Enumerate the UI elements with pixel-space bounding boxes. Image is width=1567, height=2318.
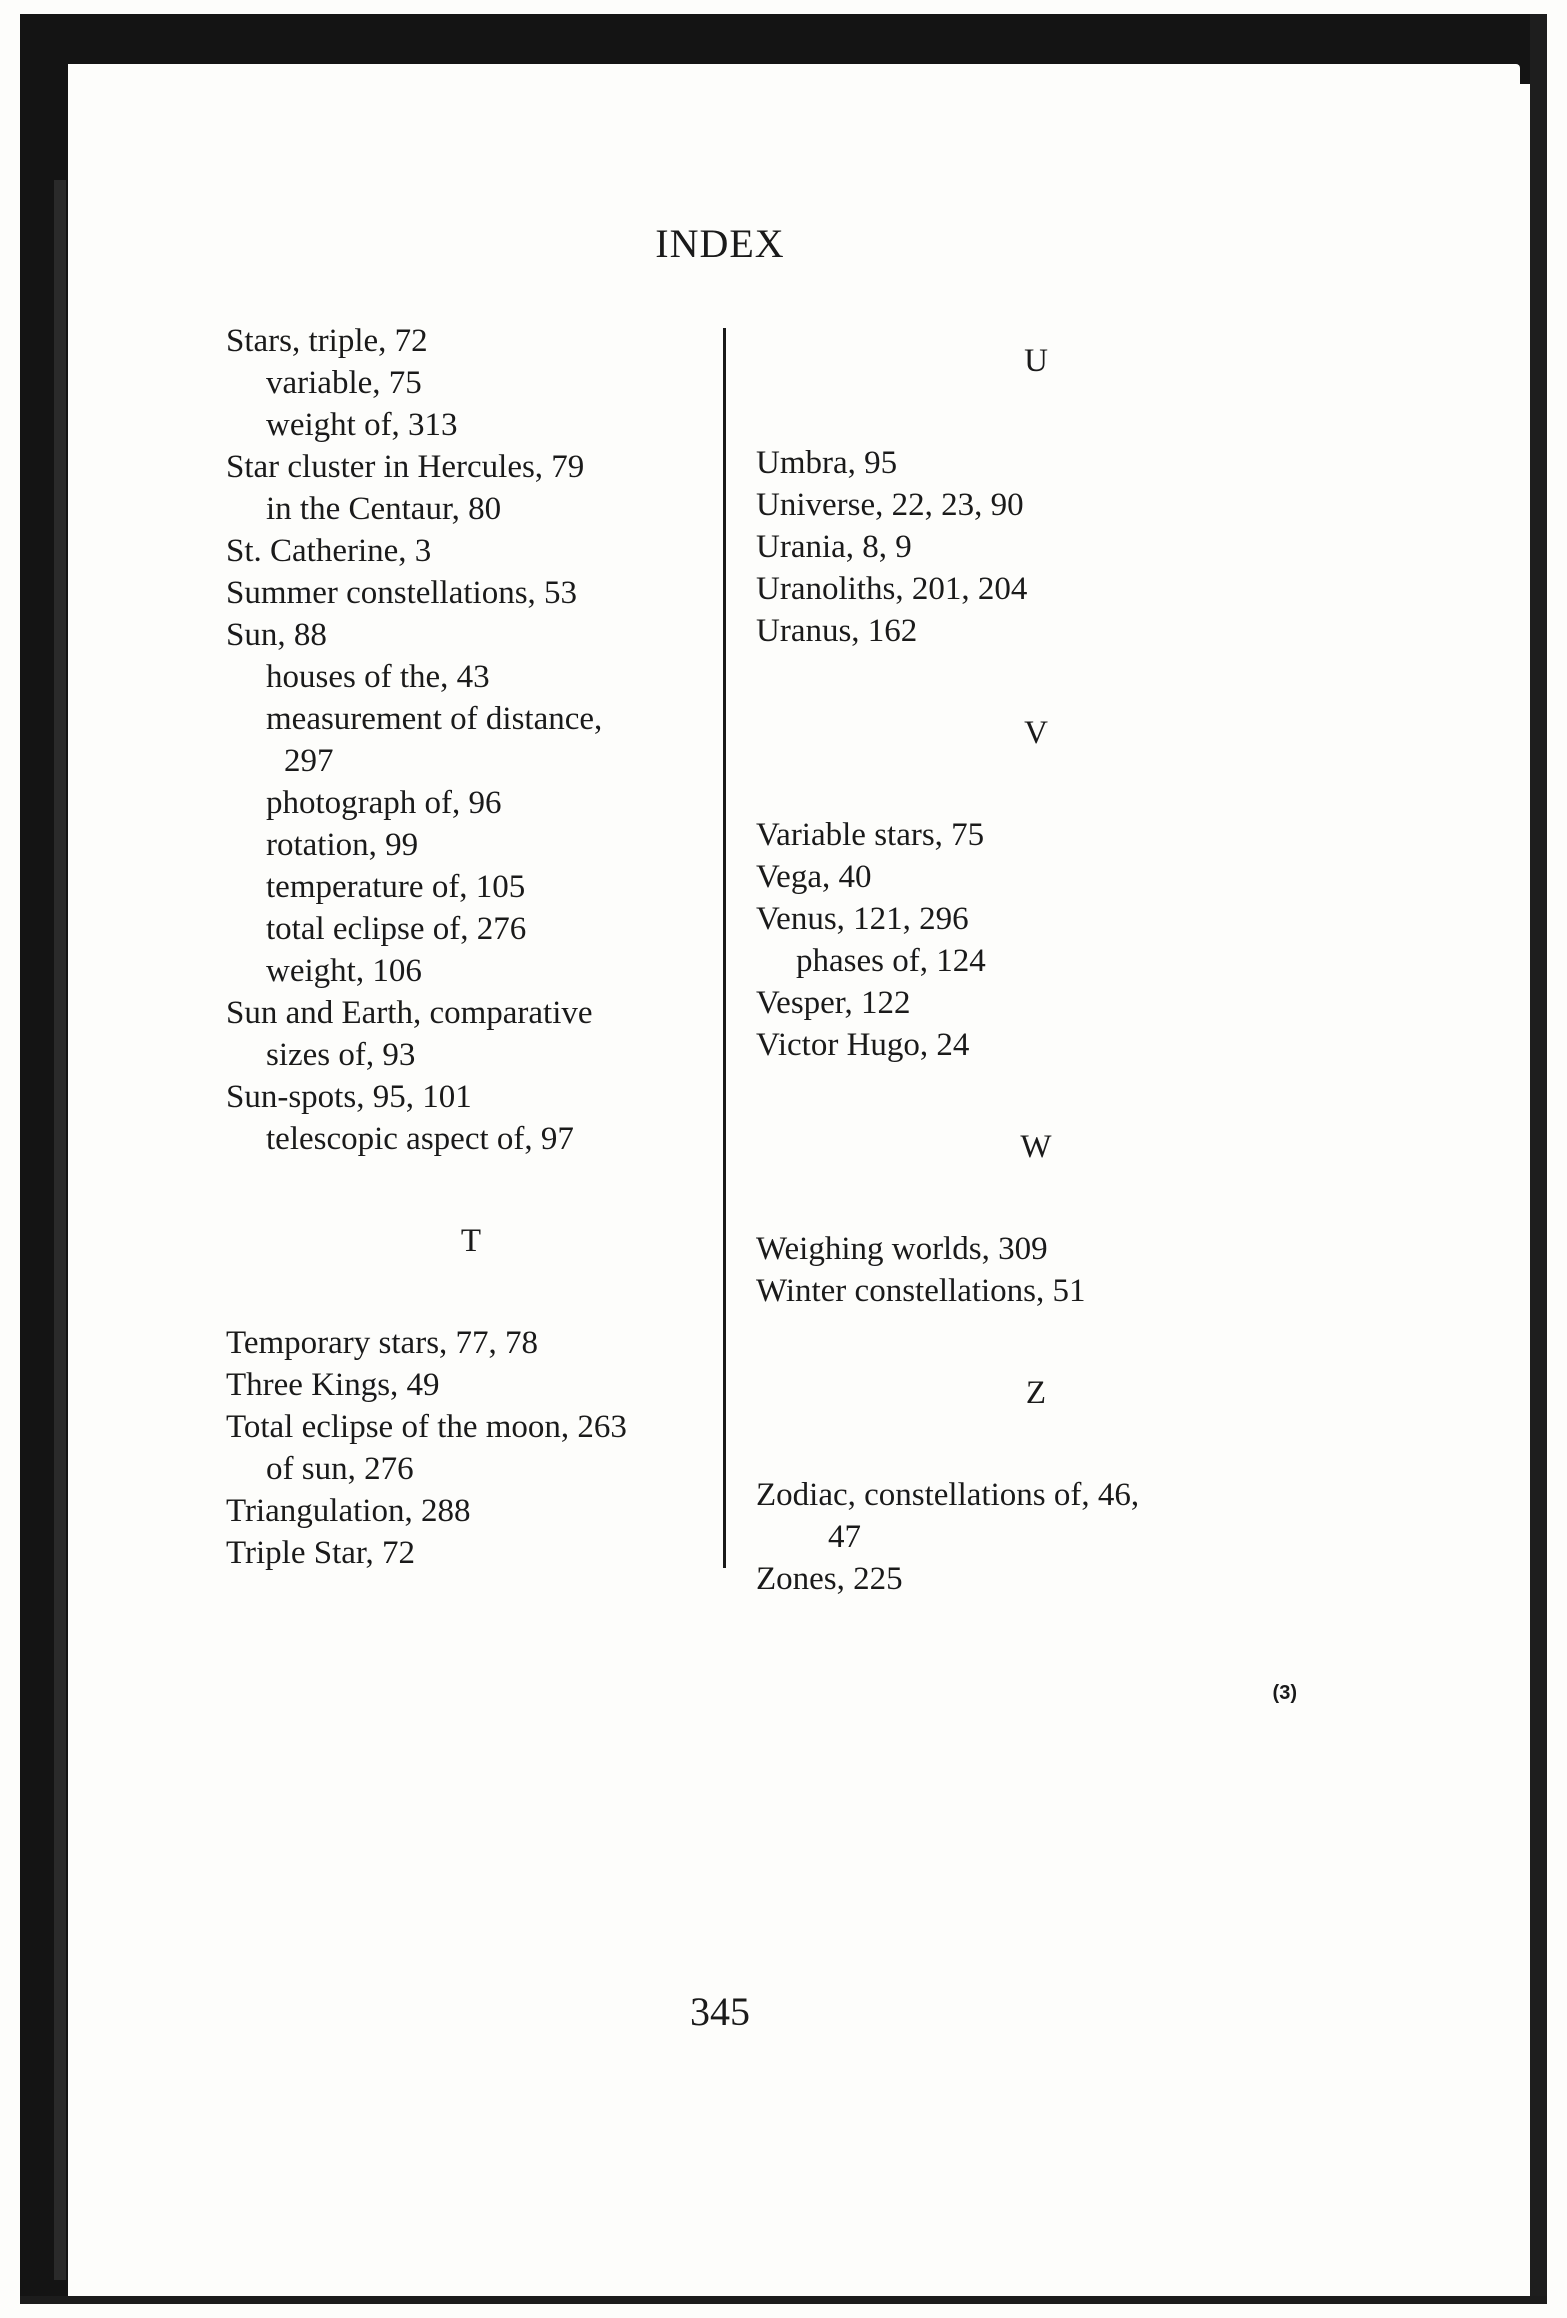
index-entry: Triple Star, 72 bbox=[226, 1535, 416, 1571]
index-entry: Uranus, 162 bbox=[756, 613, 918, 649]
index-entry: Weighing worlds, 309 bbox=[756, 1231, 1048, 1267]
index-continuation: 47 bbox=[828, 1519, 861, 1555]
index-entry: Zones, 225 bbox=[756, 1561, 903, 1597]
index-entry: Star cluster in Hercules, 79 bbox=[226, 449, 585, 485]
index-right-column bbox=[756, 320, 1316, 1600]
index-subentry: weight of, 313 bbox=[266, 407, 458, 443]
index-subentry: total eclipse of, 276 bbox=[266, 911, 527, 947]
index-subentry: weight, 106 bbox=[266, 953, 422, 989]
index-entry: Variable stars, 75 bbox=[756, 817, 985, 853]
index-entry: Sun, 88 bbox=[226, 617, 327, 653]
index-entry: Universe, 22, 23, 90 bbox=[756, 487, 1024, 523]
index-entry: Zodiac, constellations of, 46, bbox=[756, 1477, 1140, 1513]
index-entry: Winter constellations, 51 bbox=[756, 1273, 1086, 1309]
section-letter-t: T bbox=[460, 1223, 482, 1259]
index-subentry: temperature of, 105 bbox=[266, 869, 526, 905]
signature-mark: (3) bbox=[1272, 1682, 1297, 1704]
page-number: 345 bbox=[690, 1989, 750, 2034]
index-entry: Stars, triple, 72 bbox=[226, 323, 428, 359]
index-subentry: in the Centaur, 80 bbox=[266, 491, 502, 527]
index-entry: St. Catherine, 3 bbox=[226, 533, 432, 569]
index-entry: Vesper, 122 bbox=[756, 985, 911, 1021]
index-entry: Uranoliths, 201, 204 bbox=[756, 571, 1028, 607]
index-entry: Triangulation, 288 bbox=[226, 1493, 471, 1529]
index-entry: Victor Hugo, 24 bbox=[756, 1027, 970, 1063]
section-letter-v: V bbox=[1024, 715, 1048, 751]
index-entry: Venus, 121, 296 bbox=[756, 901, 969, 937]
index-continuation: sizes of, 93 bbox=[266, 1037, 416, 1073]
index-title: INDEX bbox=[655, 221, 785, 266]
index-entry: Sun and Earth, comparative bbox=[226, 995, 593, 1031]
index-subentry: houses of the, 43 bbox=[266, 659, 490, 695]
index-entry: Vega, 40 bbox=[756, 859, 872, 895]
index-entry: Total eclipse of the moon, 263 bbox=[226, 1409, 627, 1445]
section-letter-u: U bbox=[1024, 343, 1048, 379]
index-left-column bbox=[226, 320, 716, 1574]
index-subentry: measurement of distance, bbox=[266, 701, 603, 737]
section-letter-z: Z bbox=[1025, 1375, 1047, 1411]
page-bottom-edge bbox=[20, 2296, 1547, 2304]
index-subentry: rotation, 99 bbox=[266, 827, 419, 863]
index-subentry: photograph of, 96 bbox=[266, 785, 502, 821]
index-continuation: 297 bbox=[284, 743, 334, 779]
index-subentry: variable, 75 bbox=[266, 365, 422, 401]
index-entry: Summer constellations, 53 bbox=[226, 575, 578, 611]
index-entry: Urania, 8, 9 bbox=[756, 529, 912, 565]
index-subentry: telescopic aspect of, 97 bbox=[266, 1121, 574, 1157]
page-right-edge bbox=[1530, 14, 1547, 2304]
index-subentry: of sun, 276 bbox=[266, 1451, 414, 1487]
index-entry: Three Kings, 49 bbox=[226, 1367, 440, 1403]
index-entry: Sun-spots, 95, 101 bbox=[226, 1079, 472, 1115]
column-divider bbox=[723, 328, 726, 1568]
index-entry: Temporary stars, 77, 78 bbox=[226, 1325, 539, 1361]
section-letter-w: W bbox=[1020, 1129, 1052, 1165]
index-subentry: phases of, 124 bbox=[796, 943, 986, 979]
index-entry: Umbra, 95 bbox=[756, 445, 898, 481]
